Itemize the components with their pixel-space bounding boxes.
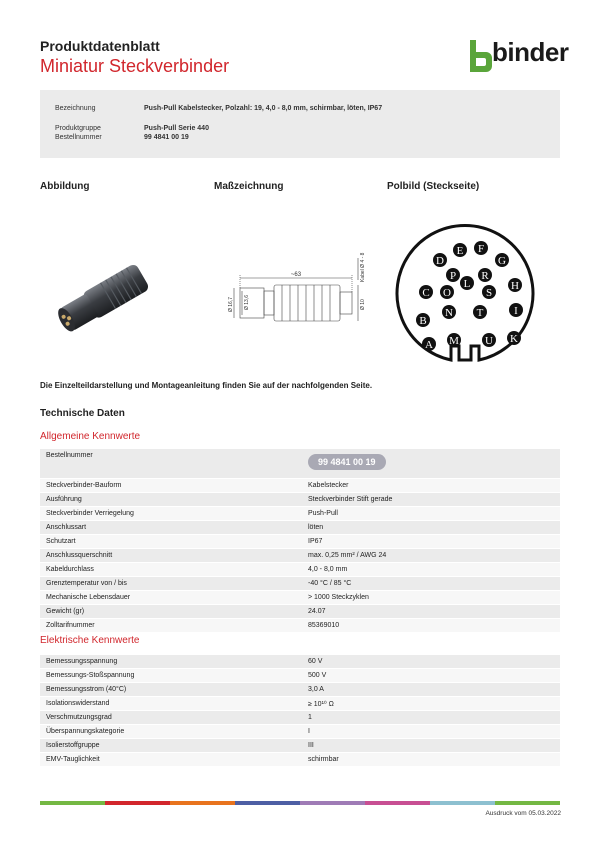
spec-value: 1 bbox=[302, 711, 560, 725]
spec-value: 500 V bbox=[302, 669, 560, 683]
pin-label: I bbox=[514, 305, 518, 317]
spec-value: IP67 bbox=[302, 535, 560, 549]
color-bar-segment bbox=[495, 801, 560, 805]
pin-label: K bbox=[510, 333, 518, 345]
table-row bbox=[40, 479, 560, 493]
pin-label: C bbox=[422, 287, 430, 299]
color-bar-segment bbox=[105, 801, 170, 805]
spec-label: Steckverbinder-Bauform bbox=[40, 479, 302, 493]
table-row bbox=[40, 449, 560, 479]
table-row bbox=[40, 605, 560, 619]
table-row bbox=[40, 563, 560, 577]
spec-value: 85369010 bbox=[302, 619, 560, 633]
product-info-box bbox=[40, 90, 560, 158]
spec-label: Schutzart bbox=[40, 535, 302, 549]
spec-value: 4,0 - 8,0 mm bbox=[302, 563, 560, 577]
dim-d3-label: Ø 10 bbox=[360, 299, 366, 310]
pin-label: F bbox=[477, 243, 485, 255]
spec-value: III bbox=[302, 739, 560, 753]
spec-label: Steckverbinder Verriegelung bbox=[40, 507, 302, 521]
spec-value: 60 V bbox=[302, 655, 560, 669]
print-date: Ausdruck vom 05.03.2022 bbox=[485, 810, 561, 817]
color-bar-segment bbox=[365, 801, 430, 805]
info-value: Push-Pull Kabelstecker, Polzahl: 19, 4,0 - 8,0 mm, schirmbar, löten, IP67 bbox=[144, 105, 383, 112]
table-row bbox=[40, 711, 560, 725]
pin-label: U bbox=[485, 335, 493, 347]
spec-value: 24.07 bbox=[302, 605, 560, 619]
spec-label: Ausführung bbox=[40, 493, 302, 507]
binder-logo-icon bbox=[468, 40, 492, 72]
assembly-note: Die Einzelteildarstellung und Montageanleitung finden Sie auf der nachfolgenden Seite. bbox=[40, 381, 373, 390]
section-masszeichnung: Maßzeichnung bbox=[214, 181, 284, 192]
pin-label: E bbox=[456, 245, 464, 257]
spec-value: > 1000 Steckzyklen bbox=[302, 591, 560, 605]
dim-length-label: ~63 bbox=[290, 272, 302, 278]
electrical-specs-heading: Elektrische Kennwerte bbox=[40, 635, 140, 646]
pin-label: O bbox=[443, 287, 451, 299]
spec-label: Kabeldurchlass bbox=[40, 563, 302, 577]
section-polbild: Polbild (Steckseite) bbox=[387, 181, 480, 192]
section-abbildung: Abbildung bbox=[40, 181, 90, 192]
spec-label: Isolierstoffgruppe bbox=[40, 739, 302, 753]
info-label: Produktgruppe bbox=[55, 125, 101, 132]
table-row bbox=[40, 683, 560, 697]
pin-label: S bbox=[485, 287, 493, 299]
spec-label: Bemessungsspannung bbox=[40, 655, 302, 669]
spec-label: Isolationswiderstand bbox=[40, 697, 302, 711]
pin-label: H bbox=[511, 280, 519, 292]
spec-value: Steckverbinder Stift gerade bbox=[302, 493, 560, 507]
table-row bbox=[40, 549, 560, 563]
info-value: Push-Pull Serie 440 bbox=[144, 125, 209, 132]
table-row bbox=[40, 591, 560, 605]
pin-label: L bbox=[463, 278, 471, 290]
pin-label: D bbox=[436, 255, 444, 267]
spec-value: 3,0 A bbox=[302, 683, 560, 697]
table-row bbox=[40, 725, 560, 739]
table-row bbox=[40, 493, 560, 507]
table-row bbox=[40, 619, 560, 633]
spec-value: Kabelstecker bbox=[302, 479, 560, 493]
doc-type-title: Produktdatenblatt bbox=[40, 38, 160, 54]
pin-label: A bbox=[425, 339, 433, 351]
spec-value: ≥ 10¹⁰ Ω bbox=[302, 697, 560, 711]
spec-label: Gewicht (gr) bbox=[40, 605, 302, 619]
color-bar-segment bbox=[430, 801, 495, 805]
order-number-badge: 99 4841 00 19 bbox=[308, 454, 386, 470]
table-row bbox=[40, 521, 560, 535]
tech-data-heading: Technische Daten bbox=[40, 408, 125, 419]
pin-label: B bbox=[419, 315, 427, 327]
spec-label: Mechanische Lebensdauer bbox=[40, 591, 302, 605]
spec-value bbox=[302, 449, 560, 479]
spec-label: Grenztemperatur von / bis bbox=[40, 577, 302, 591]
dim-d1-label: Ø 16,7 bbox=[228, 296, 234, 312]
spec-label: Anschlussquerschnitt bbox=[40, 549, 302, 563]
product-image bbox=[48, 256, 158, 346]
dim-cable-label: Kabel Ø 4 - 8 bbox=[360, 252, 366, 282]
pin-label: P bbox=[449, 270, 457, 282]
electrical-specs-table bbox=[40, 655, 560, 767]
table-row bbox=[40, 669, 560, 683]
color-bar-segment bbox=[300, 801, 365, 805]
info-label: Bestellnummer bbox=[55, 134, 102, 141]
table-row bbox=[40, 535, 560, 549]
general-specs-heading: Allgemeine Kennwerte bbox=[40, 431, 141, 442]
color-bar-segment bbox=[170, 801, 235, 805]
spec-value: max. 0,25 mm² / AWG 24 bbox=[302, 549, 560, 563]
footer-color-bar bbox=[40, 801, 560, 805]
color-bar-segment bbox=[235, 801, 300, 805]
spec-label: Bestellnummer bbox=[40, 449, 302, 479]
table-row bbox=[40, 577, 560, 591]
table-row bbox=[40, 655, 560, 669]
color-bar-segment bbox=[40, 801, 105, 805]
spec-value: -40 °C / 85 °C bbox=[302, 577, 560, 591]
spec-value: löten bbox=[302, 521, 560, 535]
pin-label: T bbox=[476, 307, 484, 319]
binder-logo bbox=[468, 37, 569, 74]
table-row bbox=[40, 739, 560, 753]
logo-wordmark: binder bbox=[492, 37, 569, 67]
info-label: Bezeichnung bbox=[55, 105, 96, 112]
spec-label: EMV-Tauglichkeit bbox=[40, 753, 302, 767]
spec-label: Überspannungskategorie bbox=[40, 725, 302, 739]
pin-label: N bbox=[445, 307, 453, 319]
spec-label: Zolltarifnummer bbox=[40, 619, 302, 633]
dimension-drawing bbox=[212, 250, 372, 345]
table-row bbox=[40, 753, 560, 767]
spec-label: Anschlussart bbox=[40, 521, 302, 535]
spec-value: I bbox=[302, 725, 560, 739]
info-value: 99 4841 00 19 bbox=[144, 134, 189, 141]
dim-d2-label: Ø 13,6 bbox=[244, 294, 250, 310]
pin-label: R bbox=[481, 270, 489, 282]
table-row bbox=[40, 507, 560, 521]
doc-product-subtitle: Miniatur Steckverbinder bbox=[40, 56, 230, 76]
spec-value: Push-Pull bbox=[302, 507, 560, 521]
pin-layout-diagram bbox=[395, 222, 535, 367]
table-row bbox=[40, 697, 560, 711]
spec-value: schirmbar bbox=[302, 753, 560, 767]
pin-label: G bbox=[498, 255, 506, 267]
spec-label: Verschmutzungsgrad bbox=[40, 711, 302, 725]
spec-label: Bemessungsstrom (40°C) bbox=[40, 683, 302, 697]
pin-label: M bbox=[449, 335, 459, 347]
general-specs-table bbox=[40, 449, 560, 633]
spec-label: Bemessungs-Stoßspannung bbox=[40, 669, 302, 683]
